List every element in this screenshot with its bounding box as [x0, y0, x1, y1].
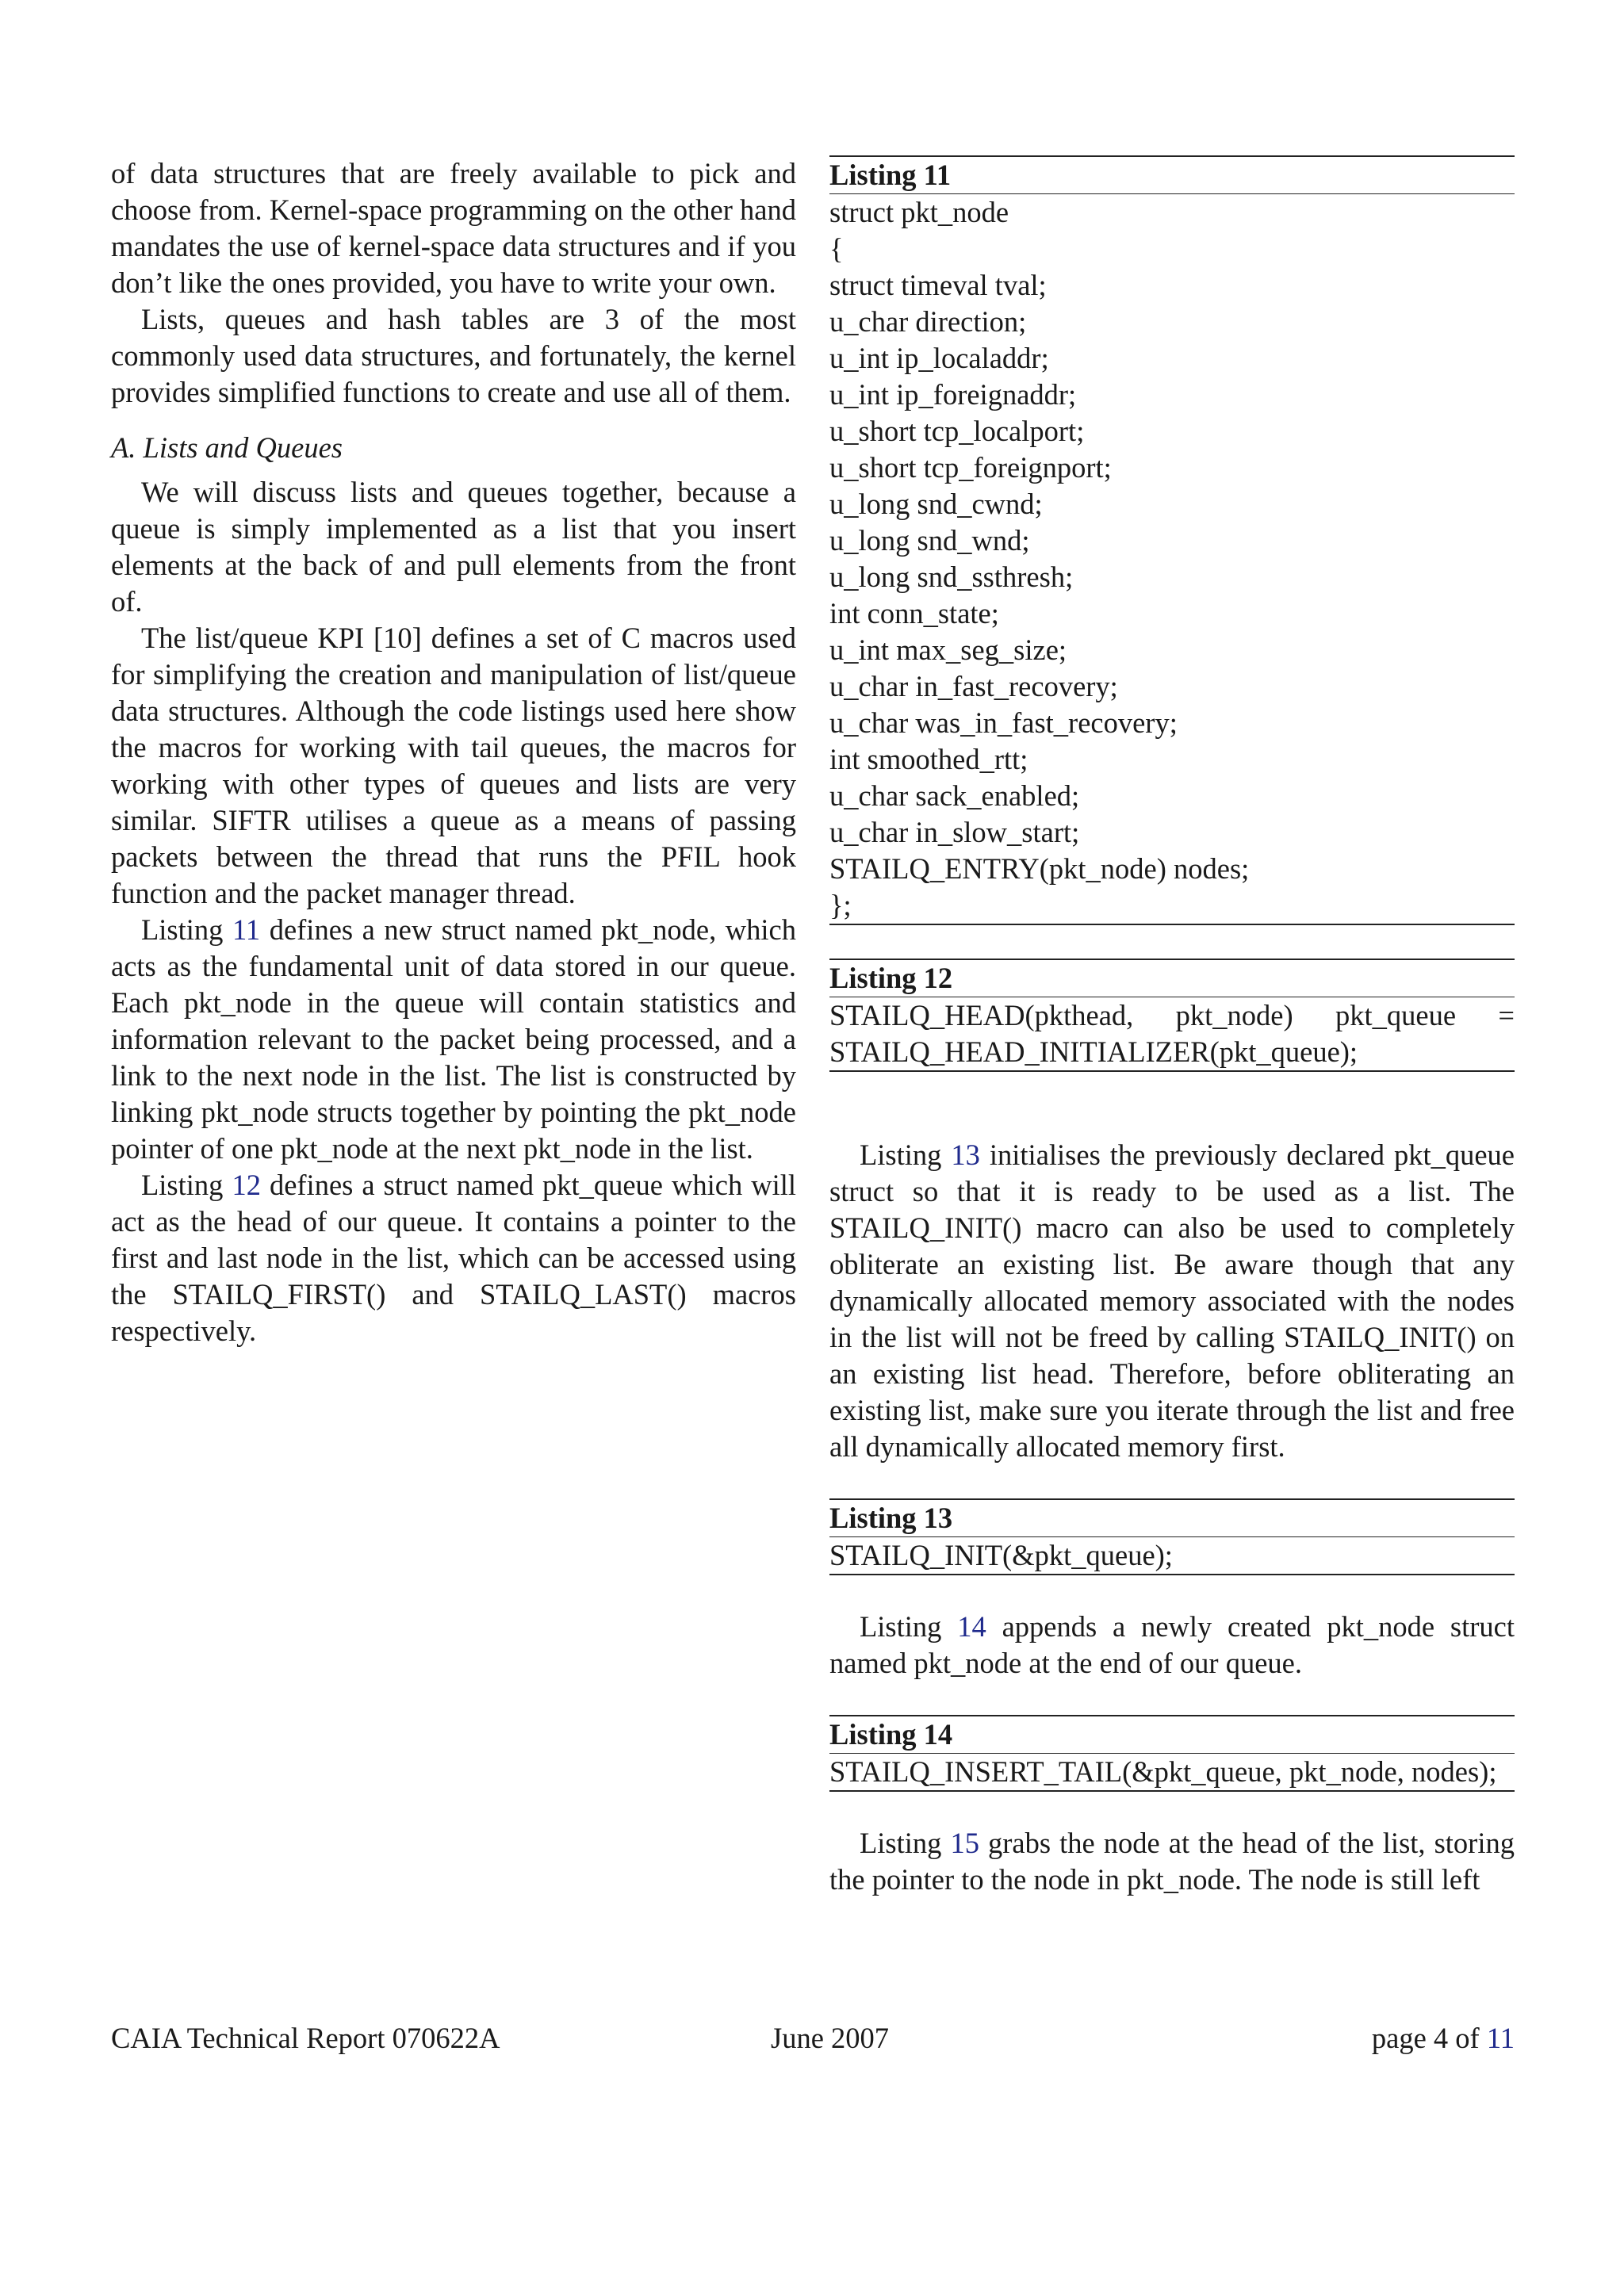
text: Listing — [860, 1610, 958, 1643]
listing-link[interactable]: 12 — [232, 1169, 261, 1201]
code-line: u_long snd_wnd; — [829, 524, 1030, 557]
code-line: u_int max_seg_size; — [829, 633, 1067, 666]
code-line: u_char direction; — [829, 305, 1027, 338]
total-pages-link[interactable]: 11 — [1486, 2022, 1515, 2054]
report-id: CAIA Technical Report 070622A — [111, 2022, 500, 2054]
listing-link[interactable]: 14 — [957, 1610, 986, 1643]
paragraph — [111, 912, 796, 1167]
listing-11 — [829, 155, 1515, 925]
paragraph — [111, 1167, 796, 1349]
code-line: u_short tcp_localport; — [829, 415, 1085, 447]
text: Listing — [141, 913, 232, 946]
page-footer — [111, 2020, 1515, 2057]
text: defines a new struct named pkt_node, which acts as the fundamental unit of data stored in our queue. Each pkt_node in the queue will contain statistics and information relevant to the packet being processed, and a link to the next node in the list. The list is constructed by linking pkt_node structs together by pointing the pkt_node pointer of one pkt_node at the next pkt_node in the list. — [111, 913, 796, 1165]
code-line: struct pkt_node — [829, 196, 1009, 228]
listing-title: Listing 11 — [829, 157, 1515, 194]
text: appends a newly created pkt_node struct named pkt_node at the end of our queue. — [829, 1610, 1515, 1679]
text: Listing — [141, 1169, 232, 1201]
code-line: struct timeval tval; — [829, 269, 1047, 301]
text: Listing — [860, 1827, 951, 1859]
code-block: STAILQ_INSERT_TAIL(&pkt_queue, pkt_node, nodes); — [829, 1755, 1497, 1788]
code-line: u_long snd_ssthresh; — [829, 561, 1074, 593]
listing-link[interactable]: 15 — [950, 1827, 979, 1859]
code-line: u_long snd_cwnd; — [829, 488, 1043, 520]
listing-14 — [829, 1715, 1515, 1792]
paragraph — [829, 1609, 1515, 1682]
listing-title: Listing 14 — [829, 1716, 1515, 1754]
listing-13 — [829, 1498, 1515, 1575]
report-date: June 2007 — [771, 2022, 890, 2054]
code-line: u_char sack_enabled; — [829, 779, 1080, 812]
text: page 4 of — [1371, 2022, 1487, 2054]
listing-link[interactable]: 11 — [232, 913, 261, 946]
code-line: u_char in_slow_start; — [829, 816, 1080, 848]
code-line: u_int ip_localaddr; — [829, 342, 1049, 374]
paragraph — [829, 1825, 1515, 1898]
paragraph: We will discuss lists and queues together, because a queue is simply implemented as a list that you insert elements at the back of and pull elements from the front of. — [111, 476, 796, 618]
text: Listing — [860, 1138, 952, 1171]
code-line: }; — [829, 889, 852, 921]
code-line: int smoothed_rtt; — [829, 743, 1028, 775]
paragraph: Lists, queues and hash tables are 3 of the most commonly used data structures, and fortunately, the kernel provides simplified functions to create and use all of them. — [111, 303, 796, 408]
code-line: STAILQ_ENTRY(pkt_node) nodes; — [829, 852, 1250, 885]
paragraph: of data structures that are freely available to pick and choose from. Kernel-space programming on the other hand mandates the use of kernel-space data structures and if you don’t like the ones provided, you have to write your own. — [111, 157, 796, 299]
code-line: { — [829, 232, 844, 265]
right-column — [829, 155, 1515, 1898]
text: initialises the previously declared pkt_queue struct so that it is ready to be used as a list. The STAILQ_INIT() macro can also be used to completely obliterate an existing list. Be aware though that any dynamically allocated memory associated with the nodes in the list will not be freed by calling STAILQ_INIT() on an existing list head. Therefore, before obliterating an existing list, make sure you iterate through the list and free all dynamically allocated memory first. — [829, 1138, 1515, 1463]
code-block: STAILQ_HEAD(pkthead, pkt_node) pkt_queue = STAILQ_HEAD_INITIALIZER(pkt_queue); — [829, 999, 1515, 1068]
paragraph: The list/queue KPI [10] defines a set of C macros used for simplifying the creation and manipulation of list/queue data structures. Although the code listings used here show the macros for working with tail queues, the macros for working with other types of queues and lists are very similar. SIFTR utilises a queue as a means of passing packets between the thread that runs the PFIL hook function and the packet manager thread. — [111, 622, 796, 909]
listing-title: Listing 12 — [829, 960, 1515, 997]
section-heading: A. Lists and Queues — [111, 431, 343, 464]
left-column — [111, 155, 796, 1349]
code-line: u_char in_fast_recovery; — [829, 670, 1118, 702]
listing-title: Listing 13 — [829, 1500, 1515, 1537]
page-number — [1372, 2020, 1515, 2057]
text: defines a struct named pkt_queue which will act as the head of our queue. It contains a pointer to the first and last node in the list, which can be accessed using the STAILQ_FIRST() and STAILQ_LAST() macros respectively. — [111, 1169, 796, 1347]
code-line: u_int ip_foreignaddr; — [829, 378, 1077, 411]
listing-link[interactable]: 13 — [951, 1138, 980, 1171]
code-line: u_short tcp_foreignport; — [829, 451, 1112, 484]
text: grabs the node at the head of the list, storing the pointer to the node in pkt_node. The node is still left — [829, 1827, 1515, 1896]
paragraph — [829, 1137, 1515, 1465]
listing-12 — [829, 959, 1515, 1072]
code-line: u_char was_in_fast_recovery; — [829, 706, 1178, 739]
code-block: STAILQ_INIT(&pkt_queue); — [829, 1539, 1173, 1571]
code-line: int conn_state; — [829, 597, 999, 629]
